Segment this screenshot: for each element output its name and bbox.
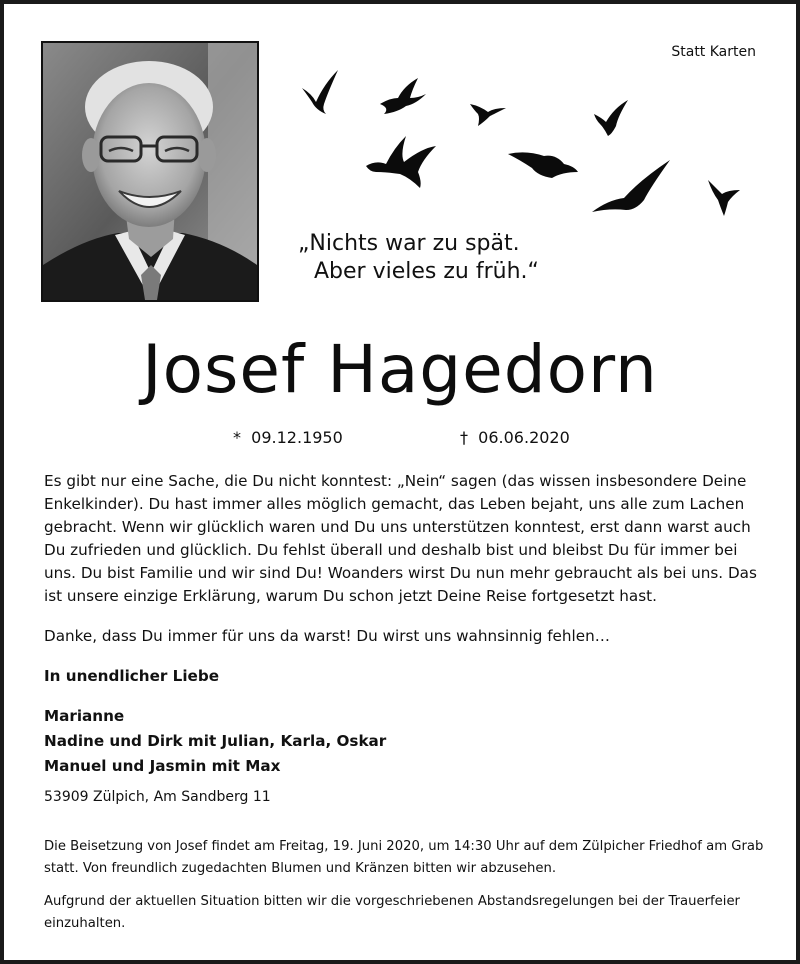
quote-line-2: Aber vieles zu früh.“ [314,259,539,284]
distancing-notice: Aufgrund der aktuellen Situation bitten wir die vorgeschriebenen Abstandsregelungen bei der Trauerfeier einzuhalten. [44,894,740,931]
birth-date [233,428,343,447]
memorial-message: Es gibt nur eine Sache, die Du nicht konntest: „Nein“ sagen (das wissen insbesondere Deine Enkelkinder). Du hast immer alles möglich gemacht, das Leben bejaht, uns alle zum Lachen gebracht. Wenn wir glücklich waren und Du uns unterstützen konntest, erst dann warst auch Du zufrieden und glücklich. Du fehlst überall und deshalb bist und bleibst Du für immer bei uns. Du bist Familie und wir sind Du! Woanders wirst Du nun mehr gebraucht als bei uns. Das ist unsere einzige Erklärung, warum Du schon jetzt Deine Reise fortgesetzt hast. [44,472,757,605]
bird-icon [302,70,338,114]
birth-star-icon: * [233,428,241,447]
family-address: 53909 Zülpich, Am Sandberg 11 [44,789,271,805]
bird-icon [380,78,426,114]
death-date [460,428,570,447]
death-cross-icon: † [460,428,468,447]
mourners-intro: In unendlicher Liebe [44,667,220,685]
mourners-list [44,704,386,779]
quote-line-1: „Nichts war zu spät. [298,231,520,256]
goose-icon [508,152,578,178]
deceased-name: Josef Hagedorn [142,331,658,408]
memorial-quote [298,230,539,286]
flying-birds-illustration [294,64,754,224]
death-date-value: 06.06.2020 [478,428,570,447]
bird-icon [594,100,628,136]
birth-date-value: 09.12.1950 [251,428,343,447]
mourner-name: Marianne [44,707,125,725]
portrait-photo [41,41,259,302]
mourner-name: Manuel und Jasmin mit Max [44,757,281,775]
statt-karten-label: Statt Karten [671,44,756,60]
bird-icon [470,104,506,126]
goose-icon [366,136,436,188]
bird-icon [708,180,740,216]
mourner-name: Nadine und Dirk mit Julian, Karla, Oskar [44,732,387,750]
gull-icon [592,160,670,212]
thanks-line: Danke, dass Du immer für uns da warst! Du wirst uns wahnsinnig fehlen… [44,627,610,645]
funeral-notice: Die Beisetzung von Josef findet am Freitag, 19. Juni 2020, um 14:30 Uhr auf dem Zülpicher Friedhof am Grab statt. Von freundlich zugedachten Blumen und Kränzen bitten wir abzusehen. [44,839,764,876]
